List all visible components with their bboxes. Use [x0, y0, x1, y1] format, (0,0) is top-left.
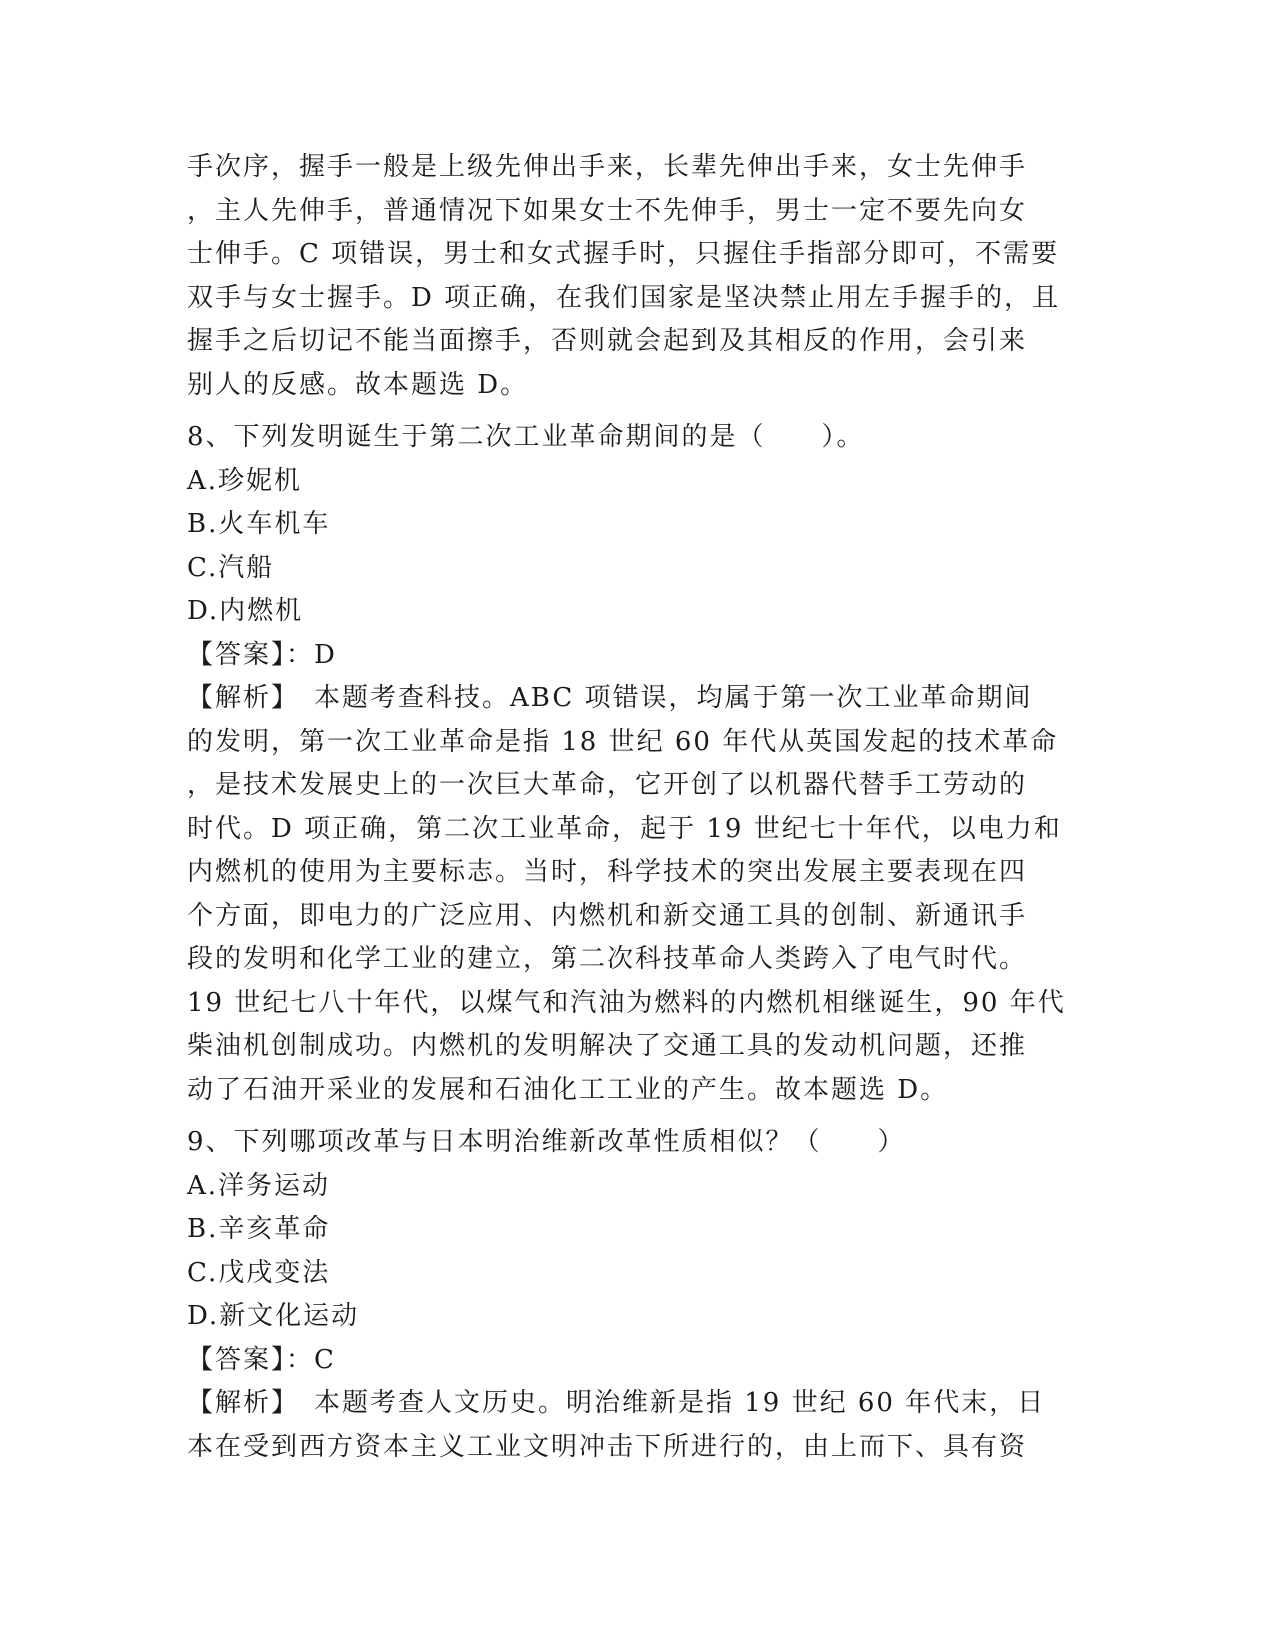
- answer-line: 【答案】：D: [187, 639, 337, 670]
- option-d: D.新文化运动: [187, 1301, 360, 1331]
- analysis-line: 内燃机的使用为主要标志。当时，科学技术的突出发展主要表现在四: [187, 857, 1028, 887]
- option-a: A.洋务运动: [187, 1170, 331, 1201]
- analysis-line: 柴油机创制成功。内燃机的发明解决了交通工具的发动机问题，还推: [187, 1031, 1028, 1061]
- option-d: D.内燃机: [187, 596, 304, 626]
- analysis-line: 个方面，即电力的广泛应用、内燃机和新交通工具的创制、新通讯手: [187, 900, 1028, 931]
- analysis-line: 别人的反感。故本题选 D。: [187, 369, 529, 400]
- analysis-line: 段的发明和化学工业的建立，第二次科技革命人类跨入了电气时代。: [187, 944, 1028, 974]
- question-text: 9、下列哪项改革与日本明治维新改革性质相似？（ ）: [187, 1127, 906, 1157]
- option-b: B.火车机车: [187, 509, 331, 539]
- option-b: B.辛亥革命: [187, 1214, 331, 1244]
- previous-analysis-block: [187, 146, 1087, 407]
- analysis-line: 本在受到西方资本主义工业文明冲击下所进行的，由上而下、具有资: [187, 1431, 1028, 1462]
- option-c: C.戊戌变法: [187, 1257, 331, 1288]
- analysis-line: 手次序，握手一般是上级先伸出手来，长辈先伸出手来，女士先伸手: [187, 152, 1028, 182]
- document-page: [187, 146, 1087, 1469]
- question-text: 8、下列发明诞生于第二次工业革命期间的是（ ）。: [187, 422, 865, 452]
- analysis-line: ，主人先伸手，普通情况下如果女士不先伸手，男士一定不要先向女: [187, 195, 1028, 226]
- option-c: C.汽船: [187, 552, 275, 583]
- analysis-line: 双手与女士握手。D 项正确，在我们国家是坚决禁止用左手握手的，且: [187, 282, 1061, 313]
- analysis-line: 时代。D 项正确，第二次工业革命，起于 19 世纪七十年代，以电力和: [187, 813, 1062, 844]
- option-a: A.珍妮机: [187, 465, 303, 496]
- analysis-line: 【解析】 本题考查科技。ABC 项错误，均属于第一次工业革命期间: [187, 683, 1033, 713]
- analysis-line: 握手之后切记不能当面擦手，否则就会起到及其相反的作用，会引来: [187, 326, 1028, 356]
- analysis-line: 的发明，第一次工业革命是指 18 世纪 60 年代从英国发起的技术革命: [187, 726, 1059, 757]
- analysis-line: ，是技术发展史上的一次巨大革命，它开创了以机器代替手工劳动的: [187, 770, 1028, 800]
- analysis-line: 动了石油开采业的发展和石油化工工业的产生。故本题选 D。: [187, 1074, 949, 1105]
- question-9-block: [187, 1121, 1087, 1469]
- answer-line: 【答案】：C: [187, 1344, 336, 1375]
- analysis-line: 19 世纪七八十年代，以煤气和汽油为燃料的内燃机相继诞生，90 年代: [187, 987, 1066, 1018]
- question-8-block: [187, 416, 1087, 1112]
- analysis-line: 士伸手。C 项错误，男士和女式握手时，只握住手指部分即可，不需要: [187, 239, 1060, 269]
- analysis-line: 【解析】 本题考查人文历史。明治维新是指 19 世纪 60 年代末，日: [187, 1388, 1046, 1418]
